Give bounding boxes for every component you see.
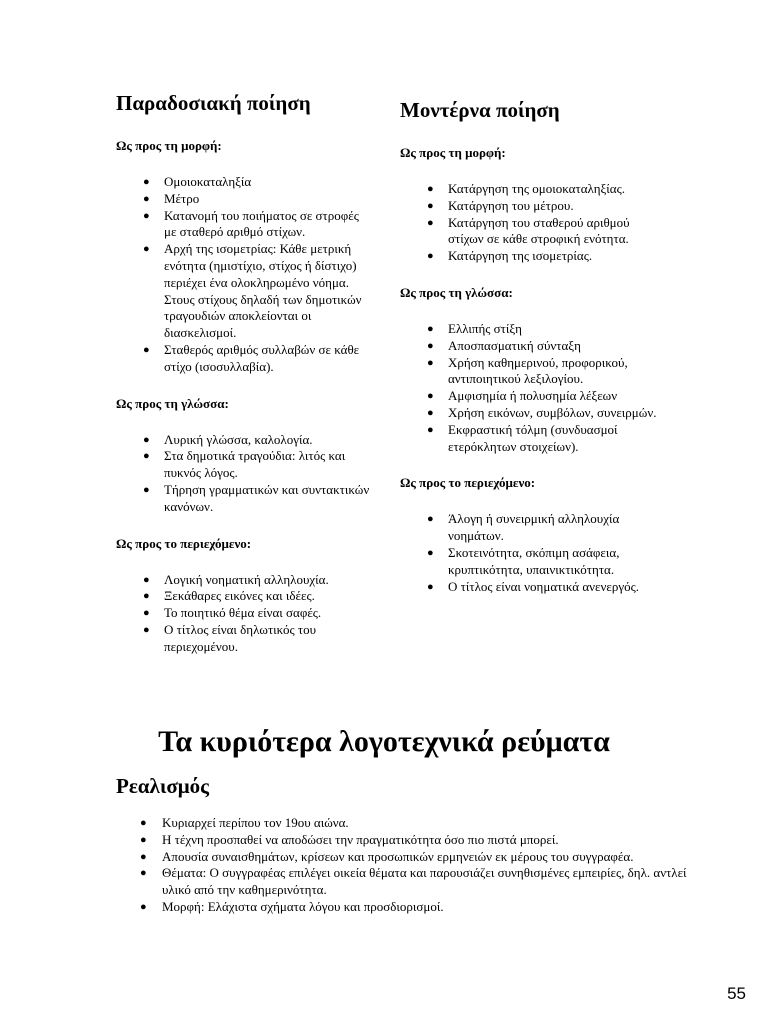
list-item-text: Κατάργηση της ισομετρίας. bbox=[448, 248, 593, 264]
bullet-icon: ● bbox=[143, 483, 150, 496]
bullet-icon: ● bbox=[140, 850, 147, 863]
main-title: Τα κυριότερα λογοτεχνικά ρεύματα bbox=[158, 725, 610, 758]
list-item bbox=[143, 341, 372, 376]
list-item bbox=[427, 181, 660, 198]
bullet-icon: ● bbox=[427, 390, 434, 403]
list-item bbox=[143, 605, 372, 622]
list-item-text: Στα δημοτικά τραγούδια: λιτός και πυκνός λόγος. bbox=[164, 448, 346, 481]
bullet-icon: ● bbox=[143, 243, 150, 256]
bullet-icon: ● bbox=[427, 183, 434, 195]
realism-title: Ρεαλισμός bbox=[116, 774, 210, 798]
bullet-icon: ● bbox=[140, 900, 147, 913]
page-number: 55 bbox=[727, 984, 746, 1003]
bullet-icon: ● bbox=[427, 406, 434, 419]
list-item-text: Κατάργηση της ομοιοκαταληξίας. bbox=[448, 181, 625, 196]
bullet-icon: ● bbox=[427, 339, 434, 352]
traditional-language-heading: Ως προς τη γλώσσα: bbox=[116, 395, 229, 411]
list-item bbox=[427, 248, 660, 265]
modern-form-heading: Ως προς τη μορφή: bbox=[400, 145, 506, 160]
list-item-text: Σκοτεινότητα, σκόπιμη ασάφεια, κρυπτικότητα, υπαινικτικότητα. bbox=[448, 544, 620, 577]
bullet-icon: ● bbox=[427, 322, 434, 335]
list-item bbox=[427, 354, 660, 389]
modern-language-heading: Ως προς τη γλώσσα: bbox=[400, 284, 513, 300]
traditional-form-list bbox=[116, 174, 372, 376]
bullet-icon: ● bbox=[143, 623, 150, 636]
list-item bbox=[427, 214, 660, 249]
traditional-content-list bbox=[116, 572, 372, 656]
traditional-poetry-title: Παραδοσιακή ποίηση bbox=[116, 91, 311, 115]
bullet-icon: ● bbox=[427, 250, 434, 263]
list-item-text: Κατάργηση του σταθερού αριθμού στίχων σε κάθε στροφική ενότητα. bbox=[448, 214, 630, 247]
bullet-icon: ● bbox=[427, 513, 434, 526]
list-item-text: Ο τίτλος είναι νοηματικά ανενεργός. bbox=[448, 578, 639, 594]
list-item-text: Κατάργηση του μέτρου. bbox=[448, 197, 574, 213]
list-item bbox=[143, 571, 372, 589]
list-item-text: Κυριαρχεί περίπου τον 19ου αιώνα. bbox=[162, 815, 349, 830]
bullet-icon: ● bbox=[143, 192, 150, 205]
bullet-icon: ● bbox=[143, 607, 150, 620]
list-item-text: Σταθερός αριθμός συλλαβών σε κάθε στίχο (ισοσυλλαβία). bbox=[164, 341, 360, 374]
list-item-text: Λογική νοηματική αλληλουχία. bbox=[164, 571, 329, 587]
bullet-icon: ● bbox=[143, 343, 150, 356]
list-item bbox=[427, 544, 660, 579]
modern-content-heading: Ως προς το περιεχόμενο: bbox=[400, 475, 536, 491]
list-item-text: Μέτρο bbox=[164, 190, 200, 206]
list-item bbox=[140, 831, 702, 849]
bullet-icon: ● bbox=[143, 176, 150, 188]
list-item-text: Ο τίτλος είναι δηλωτικός του περιεχομένου. bbox=[164, 621, 317, 654]
list-item bbox=[427, 578, 660, 596]
modern-poetry-title: Μοντέρνα ποίηση bbox=[400, 98, 560, 122]
list-item-text: Λυρική γλώσσα, καλολογία. bbox=[164, 431, 313, 447]
list-item bbox=[427, 421, 660, 456]
modern-language-list bbox=[400, 321, 660, 455]
list-item bbox=[143, 431, 372, 449]
list-item bbox=[143, 621, 372, 656]
bullet-icon: ● bbox=[143, 590, 150, 603]
list-item bbox=[427, 197, 660, 215]
list-item bbox=[140, 898, 702, 916]
list-item bbox=[427, 388, 660, 405]
bullet-icon: ● bbox=[143, 433, 150, 446]
modern-poetry-column bbox=[400, 97, 660, 615]
modern-content-list bbox=[400, 511, 660, 595]
list-item bbox=[143, 448, 372, 482]
list-item bbox=[143, 481, 372, 516]
bullet-icon: ● bbox=[143, 573, 150, 586]
list-item bbox=[143, 174, 372, 191]
list-item-text: Απουσία συναισθημάτων, κρίσεων και προσωπικών ερμηνειών εκ μέρους του συγγραφέα. bbox=[162, 848, 634, 864]
list-item-text: Εκφραστική τόλμη (συνδυασμοί ετερόκλητων στοιχείων). bbox=[448, 421, 618, 454]
bullet-icon: ● bbox=[427, 216, 434, 229]
list-item bbox=[427, 320, 660, 338]
list-item-text: Η τέχνη προσπαθεί να αποδώσει την πραγματικότητα όσο πιο πιστά μπορεί. bbox=[162, 831, 559, 847]
traditional-content-heading: Ως προς το περιεχόμενο: bbox=[116, 535, 252, 551]
modern-form-list bbox=[400, 181, 660, 265]
bullet-icon: ● bbox=[427, 356, 434, 369]
traditional-language-list bbox=[116, 432, 372, 516]
bullet-icon: ● bbox=[140, 833, 147, 846]
list-item-text: Το ποιητικό θέμα είναι σαφές. bbox=[164, 605, 322, 621]
list-item bbox=[143, 588, 372, 605]
traditional-poetry-column bbox=[116, 90, 372, 676]
bullet-icon: ● bbox=[140, 817, 147, 829]
list-item-text: Αμφισημία ή πολυσημία λέξεων bbox=[448, 388, 618, 404]
bullet-icon: ● bbox=[143, 450, 150, 463]
list-item bbox=[427, 337, 660, 355]
list-item bbox=[143, 241, 372, 342]
list-item-text: Αρχή της ισομετρίας: Κάθε μετρική ενότητα (ημιστίχιο, στίχος ή δίστιχο) περιέχει ένα ολοκληρωμένο νόημα. Στους στίχους δηλαδή των δημοτικών τραγουδιών αποκλείονται οι διασκελισμοί. bbox=[164, 241, 362, 341]
bullet-icon: ● bbox=[427, 199, 434, 212]
bullet-icon: ● bbox=[427, 546, 434, 559]
list-item-text: Άλογη ή συνειρμική αλληλουχία νοημάτων. bbox=[448, 511, 620, 544]
traditional-form-heading: Ως προς τη μορφή: bbox=[116, 138, 222, 153]
list-item bbox=[143, 207, 372, 242]
bullet-icon: ● bbox=[427, 423, 434, 436]
list-item bbox=[140, 848, 702, 866]
list-item bbox=[143, 190, 372, 208]
list-item-text: Κατανομή του ποιήματος σε στροφές με σταθερό αριθμό στίχων. bbox=[164, 207, 359, 240]
list-item bbox=[427, 404, 660, 422]
bullet-icon: ● bbox=[427, 580, 434, 593]
list-item bbox=[140, 815, 702, 832]
bullet-icon: ● bbox=[143, 209, 150, 222]
list-item bbox=[140, 865, 702, 899]
list-item-text: Ξεκάθαρες εικόνες και ιδέες. bbox=[164, 588, 315, 604]
list-item-text: Χρήση καθημερινού, προφορικού, αντιποιητικού λεξιλογίου. bbox=[448, 354, 628, 387]
bullet-icon: ● bbox=[140, 867, 147, 880]
realism-list bbox=[116, 815, 702, 916]
list-item-text: Θέματα: Ο συγγραφέας επιλέγει οικεία θέματα και παρουσιάζει συνηθισμένες εμπειρίες, δηλ. αντλεί υλικό από την καθημερινότητα. bbox=[162, 865, 687, 898]
list-item bbox=[427, 511, 660, 545]
list-item-text: Χρήση εικόνων, συμβόλων, συνειρμών. bbox=[448, 404, 657, 420]
list-item-text: Αποσπασματική σύνταξη bbox=[448, 337, 581, 353]
list-item-text: Ομοιοκαταληξία bbox=[164, 174, 252, 189]
list-item-text: Ελλιπής στίξη bbox=[448, 320, 522, 336]
list-item-text: Μορφή: Ελάχιστα σχήματα λόγου και προσδιορισμοί. bbox=[162, 898, 444, 914]
list-item-text: Τήρηση γραμματικών και συντακτικών κανόνων. bbox=[164, 481, 370, 514]
